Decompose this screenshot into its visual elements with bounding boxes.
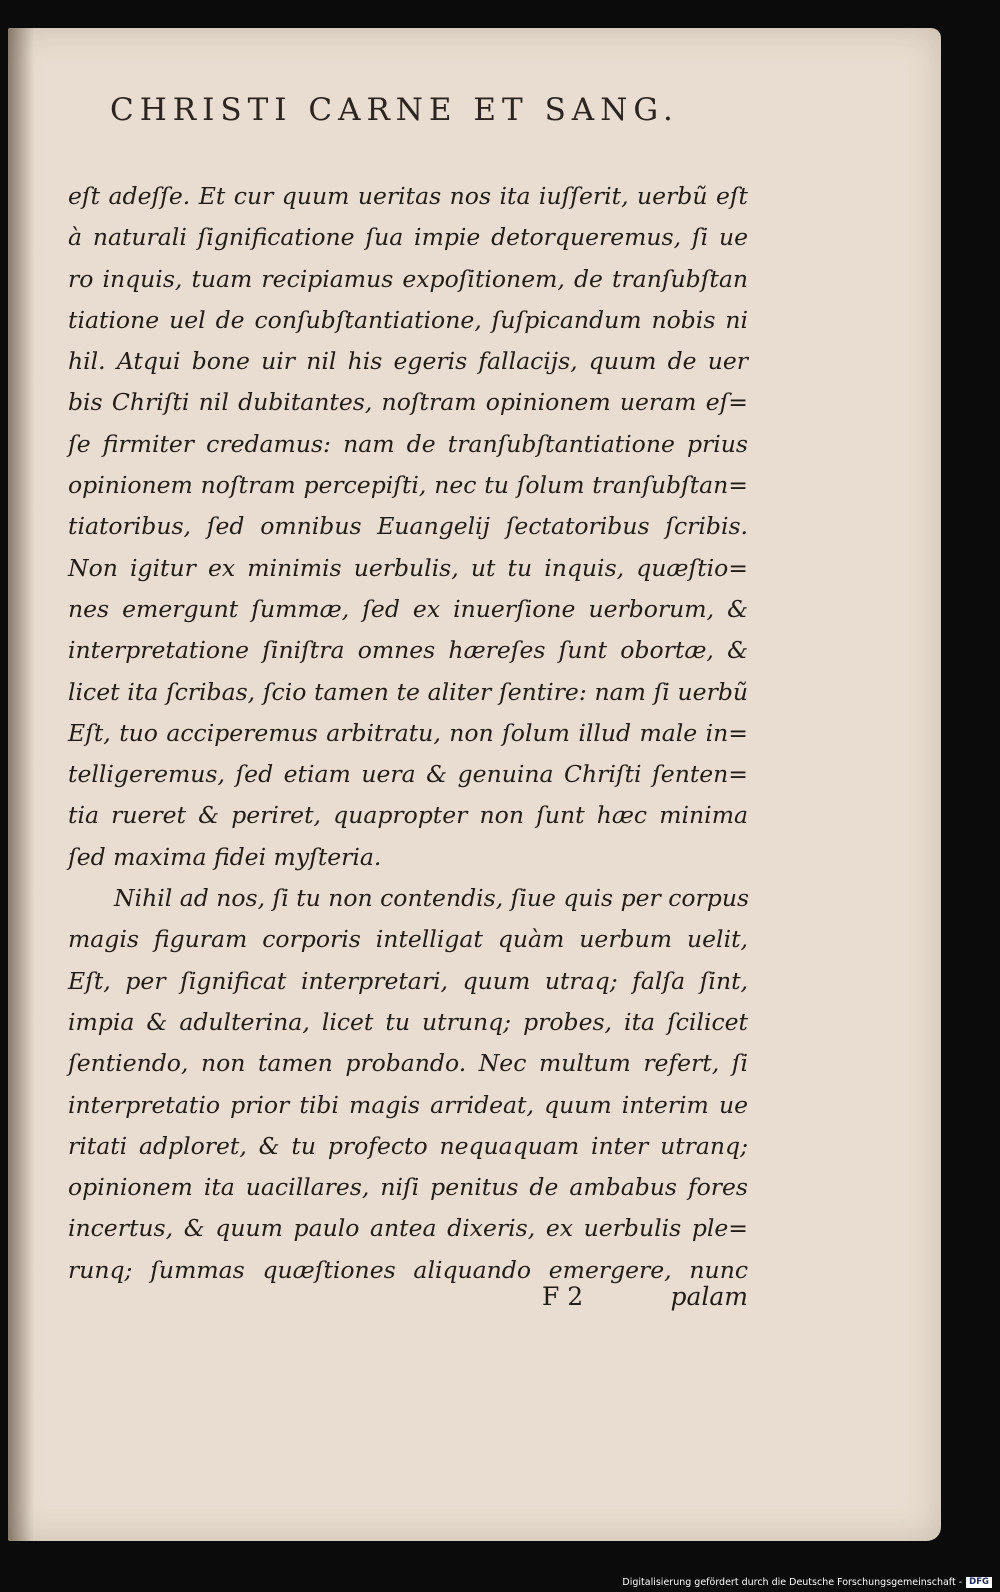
text-line: Non igitur ex minimis uerbulis, ut tu inquis, quæſtio= (68, 553, 748, 582)
text-line: interpretatio prior tibi magis arrideat, quum interim ue (68, 1090, 748, 1119)
text-line: licet ita ſcribas, ſcio tamen te aliter ſentire: nam ſi uerbũ (68, 677, 748, 706)
text-line: impia & adulterina, licet tu utrunq; probes, ita ſcilicet (68, 1007, 748, 1036)
text-line: à naturali ſignificatione ſua impie detorqueremus, ſi ue (68, 223, 748, 252)
text-line: ſentiendo, non tamen probando. Nec multum refert, ſi (68, 1049, 748, 1078)
text-line: magis figuram corporis intelligat quàm uerbum uelit, (68, 925, 748, 954)
text-line: tiatoribus, ſed omnibus Euangelij ſectatoribus ſcribis. (68, 512, 748, 541)
text-line: Nihil ad nos, ſi tu non contendis, ſiue quis per corpus (114, 884, 750, 913)
text-line: ſe firmiter credamus: nam de tranſubſtantiatione prius (68, 429, 748, 458)
text-line: ſed maxima fidei myſteria. (68, 842, 382, 871)
text-line: telligeremus, ſed etiam uera & genuina Chriſti ſenten= (68, 760, 748, 789)
text-line: eſt adeſſe. Et cur quum ueritas nos ita iuſſerit, uerbũ eſt (68, 182, 748, 210)
dfg-logo: DFG (966, 1577, 992, 1588)
text-line: Eſt, per ſignificat interpretari, quum utraq; falſa ſint, (68, 966, 748, 995)
text-line: opinionem noſtram percepiſti, nec tu ſolum tranſubſtan= (68, 471, 748, 500)
catchline (68, 1282, 748, 1322)
text-line: ro inquis, tuam recipiamus expoſitionem, de tranſubſtan (68, 264, 748, 293)
text-line: opinionem ita uacillares, niſi penitus de ambabus fores (68, 1173, 748, 1202)
running-head: CHRISTI CARNE ET SANG. (110, 92, 679, 128)
digitization-credit (622, 1577, 992, 1588)
page-text-body (68, 176, 748, 1291)
text-line: Eſt, tuo acciperemus arbitratu, non ſolum illud male in= (68, 718, 748, 747)
text-line: tia rueret & periret, quapropter non ſunt hæc minima (68, 801, 748, 830)
text-line: incertus, & quum paulo antea dixeris, ex uerbulis ple= (68, 1214, 748, 1243)
text-line: bis Chriſti nil dubitantes, noſtram opinionem ueram eſ= (68, 388, 748, 417)
page-spine-shadow (8, 28, 34, 1541)
catchword: palam (670, 1282, 748, 1311)
text-line: ritati adploret, & tu profecto nequaquam inter utranq; (68, 1131, 748, 1160)
text-line: hil. Atqui bone uir nil his egeris fallacijs, quum de uer (68, 347, 748, 376)
text-line: tiatione uel de conſubſtantiatione, ſuſpicandum nobis ni (68, 305, 748, 334)
text-line: runq; ſummas quæſtiones aliquando emergere, nunc (68, 1255, 748, 1284)
text-line: interpretatione ſiniſtra omnes hæreſes ſunt obortæ, & (68, 636, 748, 665)
credit-text: Digitalisierung gefördert durch die Deutsche Forschungsgemeinschaft - (622, 1577, 963, 1588)
text-line: nes emergunt ſummæ, ſed ex inuerſione uerborum, & (68, 594, 748, 623)
signature-mark: F 2 (542, 1282, 584, 1311)
